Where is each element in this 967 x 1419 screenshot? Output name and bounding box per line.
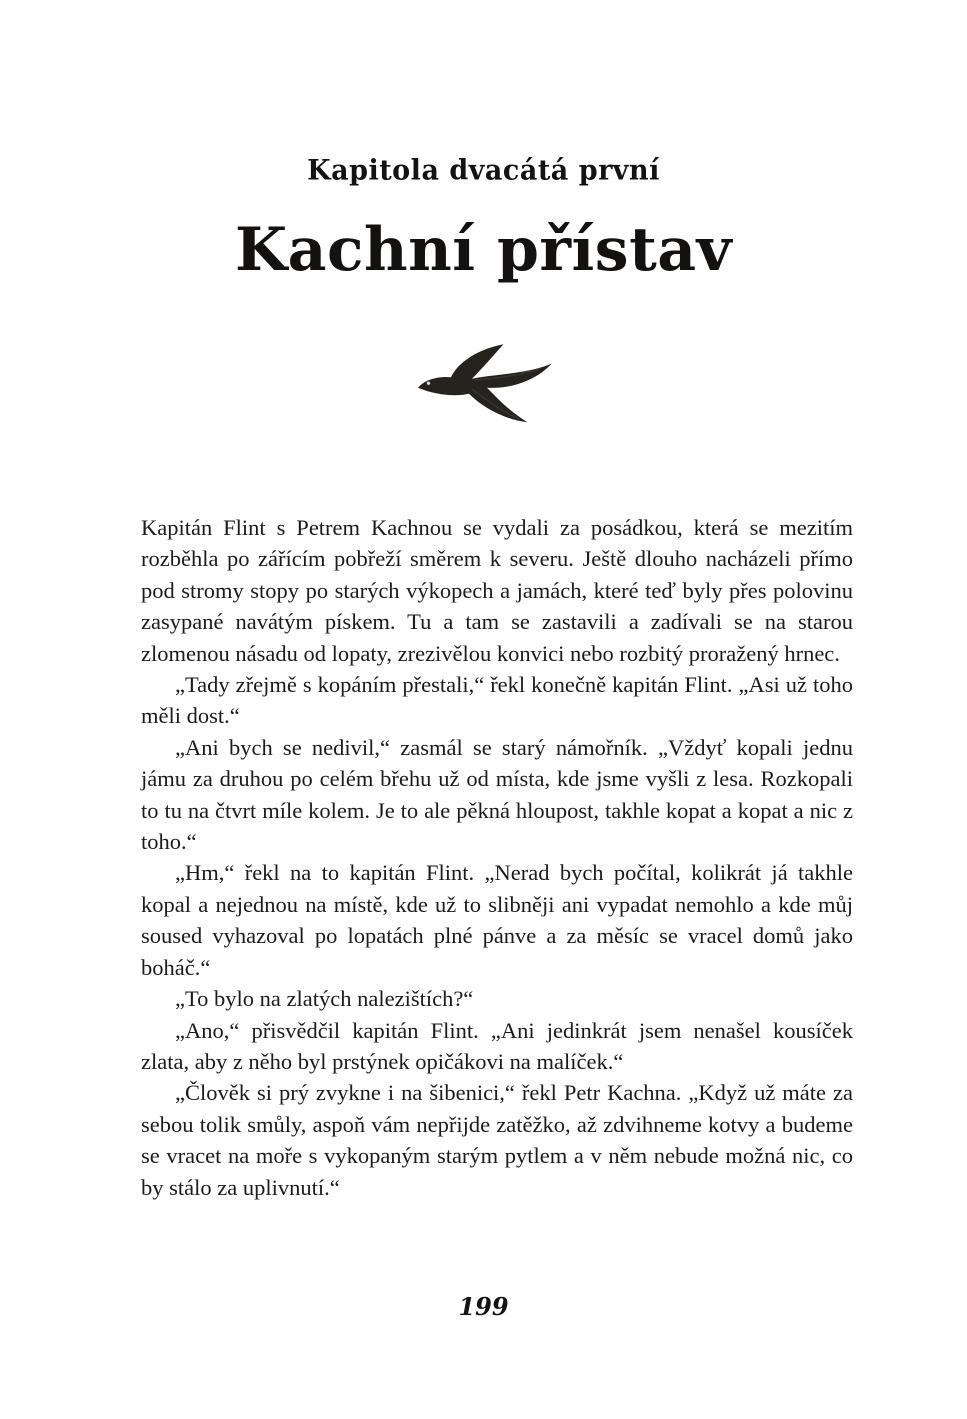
paragraph: „Ano,“ přisvědčil kapitán Flint. „Ani jedinkrát jsem nenašel kousíček zlata, aby z něho byl prstýnek opičákovi na malíček.“ <box>141 1017 853 1074</box>
paragraph: „Člověk si prý zvykne i na šibenici,“ řekl Petr Kachna. „Když už máte za sebou tolik smůly, aspoň vám nepřijde zatěžko, až zdvihneme kotvy a budeme se vracet na moře s vykopaným starým pytlem a v něm nebude možná nic, co by stálo za uplivnutí.“ <box>141 1080 853 1200</box>
paragraph: „Tady zřejmě s kopáním přestali,“ řekl konečně kapitán Flint. „Asi už toho měli dost.“ <box>141 672 853 729</box>
page-number: 199 <box>458 1292 509 1321</box>
chapter-body <box>141 512 853 1203</box>
paragraph: „Hm,“ řekl na to kapitán Flint. „Nerad bych počítal, kolikrát já takhle kopal a nejednou na místě, kde už to slibněji ani vypadat nemohlo a kde můj soused vyhazoval po lopatách plné pánve a za měsíc se vracel domů jako boháč.“ <box>141 860 853 980</box>
chapter-title: Kachní přístav <box>234 215 733 285</box>
paragraph: „Ani bych se nedivil,“ zasmál se starý námořník. „Vždyť kopali jednu jámu za druhou po celém břehu už od místa, kde jsme vyšli z lesa. Rozkopali to tu na čtvrt míle kolem. Je to ale pěkná hloupost, takhle kopat a kopat a nic z toho.“ <box>141 734 853 855</box>
paragraph: Kapitán Flint s Petrem Kachnou se vydali za posádkou, která se mezitím rozběhla po zářícím pobřeží směrem k severu. Ještě dlouho nacházeli přímo pod stromy stopy po starých výkopech a jamách, které teď byly přes polovinu zasypané navátým pískem. Tu a tam se zastavili a zadívali se na starou zlomenou násadu od lopaty, zrezivělou konvici nebo rozbitý proražený hrnec. <box>141 515 853 666</box>
paragraph: „To bylo na zlatých nalezištích?“ <box>175 986 474 1012</box>
chapter-kicker: Kapitola dvacátá první <box>307 154 660 187</box>
swallow-illustration <box>0 335 967 450</box>
